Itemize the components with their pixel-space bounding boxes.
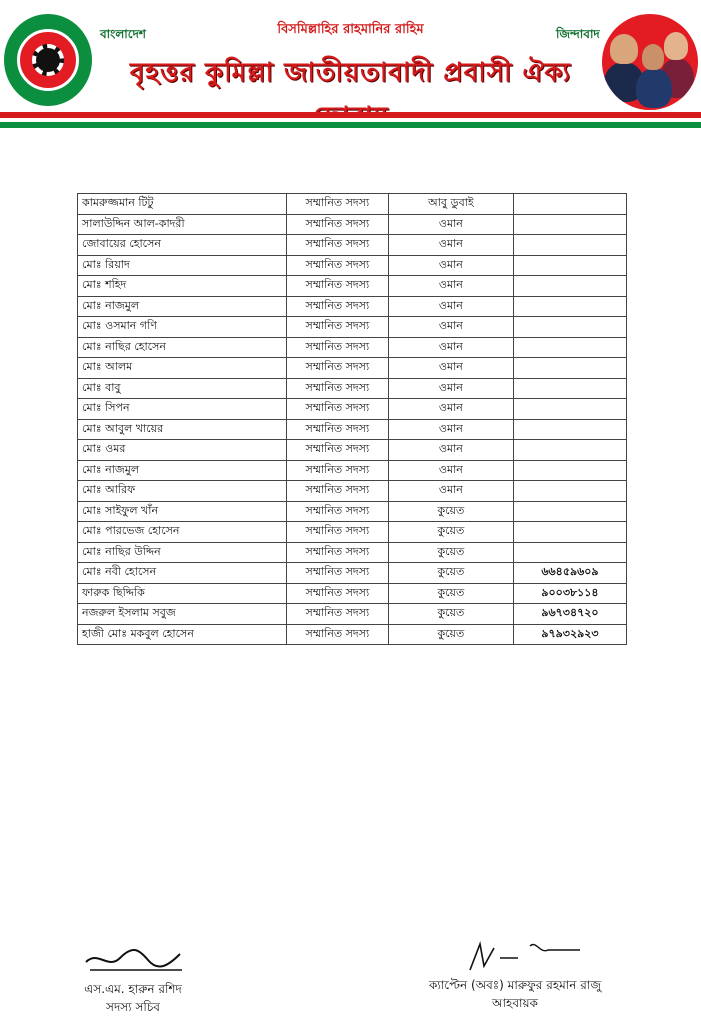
member-location: ওমান bbox=[388, 235, 513, 256]
member-phone bbox=[513, 460, 626, 481]
member-phone bbox=[513, 337, 626, 358]
member-location: কুয়েত bbox=[388, 563, 513, 584]
member-name: মোঃ সাইফুল খাঁন bbox=[78, 501, 287, 522]
members-table bbox=[77, 193, 627, 645]
member-name: হাজী মোঃ মকবুল হোসেন bbox=[78, 624, 287, 645]
member-phone: ৯০০৩৮১১৪ bbox=[513, 583, 626, 604]
signature-image bbox=[410, 936, 620, 976]
member-title: সম্মানিত সদস্য bbox=[286, 378, 388, 399]
member-location: ওমান bbox=[388, 378, 513, 399]
table-row bbox=[78, 440, 627, 461]
member-phone bbox=[513, 378, 626, 399]
member-name: মোঃ নাছির হোসেন bbox=[78, 337, 287, 358]
member-title: সম্মানিত সদস্য bbox=[286, 358, 388, 379]
member-title: সম্মানিত সদস্য bbox=[286, 542, 388, 563]
member-name: জোবায়ের হোসেন bbox=[78, 235, 287, 256]
table-row bbox=[78, 358, 627, 379]
member-title: সম্মানিত সদস্য bbox=[286, 194, 388, 215]
member-phone bbox=[513, 317, 626, 338]
member-name: মোঃ ওমর bbox=[78, 440, 287, 461]
table-row bbox=[78, 460, 627, 481]
member-phone bbox=[513, 501, 626, 522]
member-title: সম্মানিত সদস্য bbox=[286, 296, 388, 317]
table-row bbox=[78, 624, 627, 645]
members-table-body bbox=[78, 194, 627, 645]
member-title: সম্মানিত সদস্য bbox=[286, 440, 388, 461]
member-name: মোঃ আবুল খায়ের bbox=[78, 419, 287, 440]
member-location: ওমান bbox=[388, 481, 513, 502]
table-row bbox=[78, 481, 627, 502]
member-name: ফারুক ছিদ্দিকি bbox=[78, 583, 287, 604]
member-location: ওমান bbox=[388, 399, 513, 420]
member-title: সম্মানিত সদস্য bbox=[286, 337, 388, 358]
country-tag: বাংলাদেশ bbox=[100, 27, 146, 41]
member-location: ওমান bbox=[388, 460, 513, 481]
member-title: সম্মানিত সদস্য bbox=[286, 583, 388, 604]
member-title: সম্মানিত সদস্য bbox=[286, 235, 388, 256]
handwritten-signature-icon bbox=[78, 940, 188, 980]
signature-block-convener bbox=[410, 936, 620, 1012]
member-title: সম্মানিত সদস্য bbox=[286, 255, 388, 276]
member-phone: ৯৬৭৩৪৭২০ bbox=[513, 604, 626, 625]
table-row bbox=[78, 563, 627, 584]
member-location: ওমান bbox=[388, 337, 513, 358]
member-phone bbox=[513, 440, 626, 461]
member-phone bbox=[513, 481, 626, 502]
member-phone bbox=[513, 522, 626, 543]
member-phone bbox=[513, 194, 626, 215]
table-row bbox=[78, 542, 627, 563]
leaders-photo bbox=[602, 14, 698, 110]
table-row bbox=[78, 604, 627, 625]
member-title: সম্মানিত সদস্য bbox=[286, 460, 388, 481]
table-row bbox=[78, 235, 627, 256]
member-phone bbox=[513, 358, 626, 379]
member-name: নজরুল ইসলাম সবুজ bbox=[78, 604, 287, 625]
member-title: সম্মানিত সদস্য bbox=[286, 624, 388, 645]
table-row bbox=[78, 276, 627, 297]
handwritten-signature-icon bbox=[440, 936, 590, 976]
table-row bbox=[78, 501, 627, 522]
member-name: মোঃ সিপন bbox=[78, 399, 287, 420]
member-phone bbox=[513, 235, 626, 256]
table-row bbox=[78, 255, 627, 276]
member-name: মোঃ আলম bbox=[78, 358, 287, 379]
member-location: ওমান bbox=[388, 296, 513, 317]
signature-image bbox=[58, 940, 208, 980]
header-banner bbox=[0, 0, 701, 134]
table-row bbox=[78, 296, 627, 317]
member-phone bbox=[513, 214, 626, 235]
member-phone bbox=[513, 542, 626, 563]
leader-face bbox=[642, 44, 664, 70]
member-title: সম্মানিত সদস্য bbox=[286, 563, 388, 584]
member-name: মোঃ পারভেজ হোসেন bbox=[78, 522, 287, 543]
member-location: কুয়েত bbox=[388, 542, 513, 563]
member-name: মোঃ ওসমান গণি bbox=[78, 317, 287, 338]
table-row bbox=[78, 194, 627, 215]
member-name: সালাউদ্দিন আল-কাদরী bbox=[78, 214, 287, 235]
signatory-role: সদস্য সচিব bbox=[106, 1000, 160, 1014]
member-location: ওমান bbox=[388, 276, 513, 297]
signatory-name: এস.এম. হারুন রশিদ bbox=[84, 982, 182, 996]
leader-figure bbox=[636, 68, 672, 108]
member-phone bbox=[513, 255, 626, 276]
slogan-tag: জিন্দাবাদ bbox=[556, 27, 600, 41]
table-row bbox=[78, 399, 627, 420]
member-phone bbox=[513, 419, 626, 440]
member-title: সম্মানিত সদস্য bbox=[286, 276, 388, 297]
organization-title: বৃহত্তর কুমিল্লা জাতীয়তাবাদী প্রবাসী ঐক্য bbox=[129, 58, 572, 88]
member-phone bbox=[513, 296, 626, 317]
member-location: আবু ডুবাই bbox=[388, 194, 513, 215]
gear-icon bbox=[32, 44, 64, 76]
member-phone: ৯৭৯৩২৯২৩ bbox=[513, 624, 626, 645]
member-location: কুয়েত bbox=[388, 522, 513, 543]
green-stripe bbox=[0, 122, 701, 128]
member-location: ওমান bbox=[388, 214, 513, 235]
member-title: সম্মানিত সদস্য bbox=[286, 604, 388, 625]
leader-face bbox=[610, 34, 638, 64]
member-name: মোঃ রিয়াদ bbox=[78, 255, 287, 276]
member-title: সম্মানিত সদস্য bbox=[286, 522, 388, 543]
member-title: সম্মানিত সদস্য bbox=[286, 317, 388, 338]
member-name: মোঃ নাছির উদ্দিন bbox=[78, 542, 287, 563]
member-location: ওমান bbox=[388, 255, 513, 276]
member-title: সম্মানিত সদস্য bbox=[286, 399, 388, 420]
signature-block-secretary bbox=[58, 940, 208, 1016]
member-location: ওমান bbox=[388, 317, 513, 338]
member-title: সম্মানিত সদস্য bbox=[286, 419, 388, 440]
table-row bbox=[78, 317, 627, 338]
table-row bbox=[78, 583, 627, 604]
member-name: কামরুজ্জমান টিটু bbox=[78, 194, 287, 215]
member-location: ওমান bbox=[388, 440, 513, 461]
table-row bbox=[78, 522, 627, 543]
member-location: ওমান bbox=[388, 419, 513, 440]
member-location: কুয়েত bbox=[388, 624, 513, 645]
signatory-name: ক্যাপ্টেন (অবঃ) মারুফুর রহমান রাজু bbox=[428, 978, 602, 992]
member-location: ওমান bbox=[388, 358, 513, 379]
member-name: মোঃ নাজমুল bbox=[78, 460, 287, 481]
member-name: মোঃ নাজমুল bbox=[78, 296, 287, 317]
member-location: কুয়েত bbox=[388, 604, 513, 625]
signatory-role: আহবায়ক bbox=[492, 996, 538, 1010]
member-name: মোঃ শহিদ bbox=[78, 276, 287, 297]
member-phone: ৬৬৪৫৯৬০৯ bbox=[513, 563, 626, 584]
table-row bbox=[78, 214, 627, 235]
table-row bbox=[78, 419, 627, 440]
member-location: কুয়েত bbox=[388, 583, 513, 604]
member-title: সম্মানিত সদস্য bbox=[286, 214, 388, 235]
table-row bbox=[78, 378, 627, 399]
member-name: মোঃ বাবু bbox=[78, 378, 287, 399]
member-phone bbox=[513, 399, 626, 420]
invocation-text: বিসমিল্লাহির রাহমানির রাহিম bbox=[277, 22, 424, 37]
member-location: কুয়েত bbox=[388, 501, 513, 522]
member-title: সম্মানিত সদস্য bbox=[286, 481, 388, 502]
table-row bbox=[78, 337, 627, 358]
member-title: সম্মানিত সদস্য bbox=[286, 501, 388, 522]
leader-face bbox=[664, 32, 688, 60]
member-phone bbox=[513, 276, 626, 297]
member-name: মোঃ নবী হোসেন bbox=[78, 563, 287, 584]
member-name: মোঃ আরিফ bbox=[78, 481, 287, 502]
